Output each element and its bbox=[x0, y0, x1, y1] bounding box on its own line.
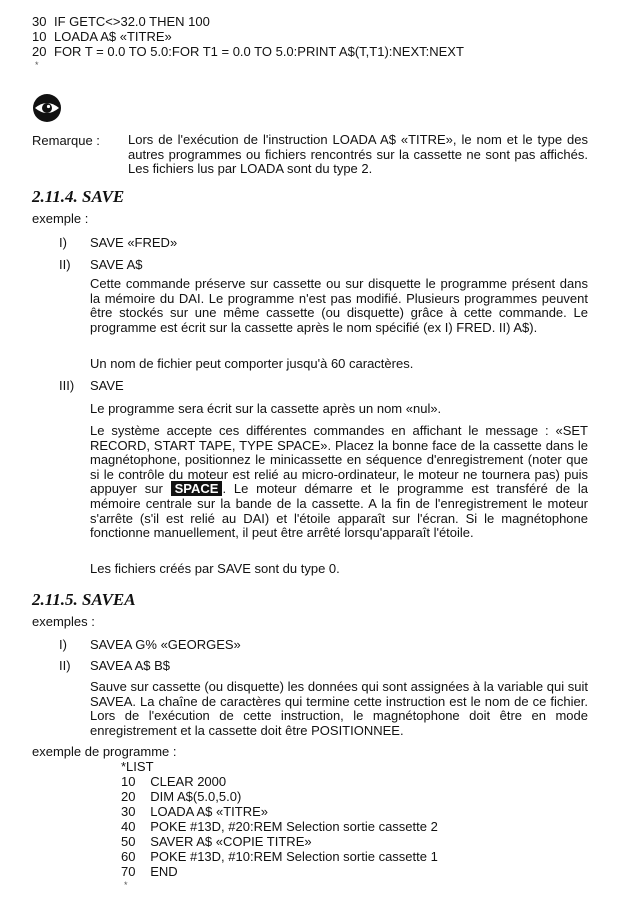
line-number: 50 bbox=[121, 834, 136, 849]
section-heading-save: 2.11.4. SAVE bbox=[32, 187, 125, 206]
code-line bbox=[32, 29, 172, 44]
program-line bbox=[121, 849, 438, 864]
save-paragraph-4 bbox=[90, 424, 588, 541]
save-paragraph-3: Le programme sera écrit sur la cassette après un nom «nul». bbox=[90, 401, 442, 416]
item-marker: I) bbox=[59, 637, 67, 652]
example-label: exemple : bbox=[32, 211, 89, 226]
program-line bbox=[121, 789, 241, 804]
paragraph-text: . Le moteur démarre et le programme est transféré de la mémoire centrale sur la bande de la cassette. A la fin de l'enregistrement le moteur s'arrête (s'il est relié au DAI) et l'étoile apparaît sur l'écran. Si le magnétophone fonctionne manuellement, il peut être arrêté lorsqu'apparaît l'étoile. bbox=[90, 481, 588, 541]
paragraph-text: Le système accepte ces différentes commandes en affichant le message : «SET RECORD, START TAPE, TYPE SPACE». Placez la bonne face de la cassette dans le magnétophone, positionnez le minicassette en séquence d'enregistrement (noter que si le contrôle du moteur est relié au micro-ordinateur, le moteur ne tournera pas) puis appuyer sur bbox=[90, 423, 588, 497]
savea-paragraph: Sauve sur cassette (ou disquette) les données qui sont assignées à la variable qui suit SAVEA. La chaîne de caractères qui termine cette instruction est le nom de ce fichier. Lors de l'exécution de cette instruction, le magnétophone doit être en mode enregistrement et la cassette doit être POSITIONNEE. bbox=[90, 679, 588, 738]
code-line bbox=[32, 14, 210, 29]
item-marker: II) bbox=[59, 658, 71, 673]
item-marker: III) bbox=[59, 378, 75, 393]
save-paragraph-2: Un nom de fichier peut comporter jusqu'à 60 caractères. bbox=[90, 356, 414, 371]
program-line bbox=[121, 834, 312, 849]
save-paragraph-5: Les fichiers créés par SAVE sont du type 0. bbox=[90, 561, 340, 576]
program-line bbox=[121, 804, 268, 819]
save-paragraph-1: Cette commande préserve sur cassette ou sur disquette le programme présent dans la mémoire du DAI. Le programme n'est pas modifié. Plusieurs programmes peuvent être stockés sur une même cassette (ou disquette) grâce à cette commande. Le programme est écrit sur la cassette après le nom spécifié (ex I) FRED. II) A$). bbox=[90, 276, 588, 335]
eye-icon bbox=[30, 93, 64, 123]
cursor-mark: * bbox=[35, 60, 39, 70]
line-number: 20 bbox=[121, 789, 136, 804]
line-text: FOR T = 0.0 TO 5.0:FOR T1 = 0.0 TO 5.0:PRINT A$(T,T1):NEXT:NEXT bbox=[54, 44, 464, 59]
line-number: 20 bbox=[32, 44, 47, 59]
program-line bbox=[121, 864, 178, 879]
end-mark: * bbox=[124, 880, 128, 890]
command-text: SAVE bbox=[90, 378, 124, 393]
command-text: SAVEA G% «GEORGES» bbox=[90, 637, 241, 652]
command-text: SAVEA A$ B$ bbox=[90, 658, 170, 673]
line-text: CLEAR 2000 bbox=[150, 774, 227, 789]
line-number: 70 bbox=[121, 864, 136, 879]
line-number: 40 bbox=[121, 819, 136, 834]
line-text: POKE #13D, #20:REM Selection sortie cassette 2 bbox=[150, 819, 438, 834]
remark-label: Remarque : bbox=[32, 133, 100, 148]
line-number: 30 bbox=[32, 14, 47, 29]
example-label: exemples : bbox=[32, 614, 95, 629]
program-example-label: exemple de programme : bbox=[32, 744, 177, 759]
program-line bbox=[121, 819, 438, 834]
line-text: END bbox=[150, 864, 178, 879]
command-text: SAVE A$ bbox=[90, 257, 143, 272]
line-number: 30 bbox=[121, 804, 136, 819]
space-key-label: SPACE bbox=[171, 481, 223, 496]
line-text: POKE #13D, #10:REM Selection sortie cassette 1 bbox=[150, 849, 438, 864]
item-marker: II) bbox=[59, 257, 71, 272]
item-marker: I) bbox=[59, 235, 67, 250]
line-text: LOADA A$ «TITRE» bbox=[54, 29, 172, 44]
remark-text: Lors de l'exécution de l'instruction LOADA A$ «TITRE», le nom et le type des autres programmes ou fichiers rencontrés sur la cassette ne sont pas affichés. Les fichiers lus par LOADA sont du type 2. bbox=[128, 132, 588, 177]
line-text: DIM A$(5.0,5.0) bbox=[150, 789, 242, 804]
line-number: 10 bbox=[121, 774, 136, 789]
line-text: SAVER A$ «COPIE TITRE» bbox=[150, 834, 312, 849]
list-command: *LIST bbox=[121, 759, 154, 774]
program-line bbox=[121, 774, 226, 789]
command-text: SAVE «FRED» bbox=[90, 235, 178, 250]
section-heading-savea: 2.11.5. SAVEA bbox=[32, 590, 136, 609]
line-number: 10 bbox=[32, 29, 47, 44]
line-number: 60 bbox=[121, 849, 136, 864]
line-text: LOADA A$ «TITRE» bbox=[150, 804, 269, 819]
line-text: IF GETC<>32.0 THEN 100 bbox=[54, 14, 210, 29]
code-line bbox=[32, 44, 464, 59]
